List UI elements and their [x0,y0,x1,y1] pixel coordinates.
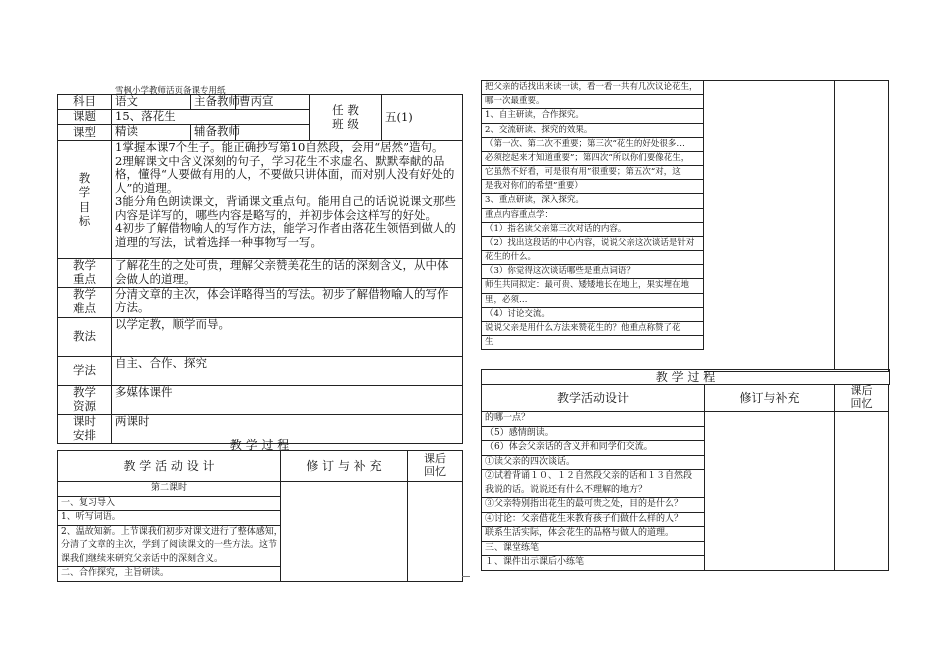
assist-teacher-label: 辅备教师 [191,125,236,141]
text-line: ②试着背诵１０、１２自然段父亲的话和１３自然段 [485,471,693,481]
learn-label: 学法 [58,356,112,385]
right-revision-column [704,80,889,372]
method-content: 以学定教，顺学而导。 [112,317,463,356]
time-content: 两课时 [112,414,463,443]
text-line: 它虽然不好看，可是很有用”很重要；第五次“对，这 [482,166,704,180]
text-line: 把父亲的话找出来读一读，看一看一共有几次议论花生， [482,81,704,95]
text-line: 2、交流研读、探究的效果。 [482,123,704,137]
method-label: 教法 [58,317,112,356]
right-process-title: 教 学 过 程 [481,369,890,385]
lesson-line: 课我们继续来研究父亲话中的深刻含义。 [58,553,280,568]
lesson-info-table [57,94,463,444]
goal-item: 2理解课文中含义深刻的句子，学习花生不求虚名、默默奉献的品格，懂得“人要做有用的人，不要做只讲体面，而对别人没有好处的人”的道理。 [115,153,455,195]
activity-design-header: 教学活动设计 [482,385,705,412]
subject-label: 科目 [58,95,112,110]
goal-item: 4初步了解借物喻人的写作方法，能学习作者由落花生领悟到做人的道理的写法，试着选择一种事物写一写。 [115,221,456,249]
text-line: 联系生活实际，体会花生的品格与做人的道理。 [482,527,704,542]
resource-content: 多媒体课件 [112,385,463,414]
left-process-table [57,450,463,582]
goals-content [112,141,463,259]
text-line: 3、重点研读，深入探究。 [482,194,704,208]
key-content: 了解花生的之处可贵，理解父亲赞美花生的话的深刻含义，从中体会做人的道理。 [112,259,463,288]
text-line: （5）感情朗读。 [482,427,704,442]
resource-label: 教学资源 [58,385,112,414]
right-process-table [481,384,889,571]
class-value: 五(1) [382,95,463,141]
text-line: （3）你觉得这次谈话哪些是重点词语？ [482,265,704,279]
text-line: 生 [482,336,704,350]
revision-content [281,482,408,582]
text-line: 必须挖起来才知道重要”；第四次“所以你们要像花生， [482,151,704,165]
goal-item: 3能分角色朗读课文，背诵课文重点句。能用自己的话说说课文那些内容是详写的，哪些内容是略写的，并初步体会这样写的好处。 [115,194,456,222]
revision-content [705,412,835,571]
subject-value: 语文 [112,95,191,110]
page-header-title: 雪枫小学教师活页备课专用纸 [115,86,226,96]
lesson-line: 2、温故知新。上节课我们初步对课文进行了整体感知， [61,526,283,537]
text-line: 里，必须… [482,293,704,307]
reflection-header: 课后 回忆 [835,385,889,412]
text-line: 说说父亲是用什么方法来赞花生的？他重点称赞了花 [482,321,704,335]
text-line: ③父亲特别指出花生的最可贵之处，目的是什么？ [482,498,704,513]
reflection-content [408,482,463,582]
divider [462,576,470,577]
text-line: 三、课堂练笔 [482,542,704,557]
text-line: （6）体会父亲话的含义并和同学们交流。 [482,441,704,456]
text-line: 师生共同拟定：最可贵、矮矮地长在地上，果实埋在地 [482,279,704,293]
lesson-line: 一、复习导入 [58,497,280,512]
class-label: 任 教 班 级 [310,95,382,141]
topic-value: 15、落花生 [112,110,310,125]
text-line: （4）讨论交流。 [482,307,704,321]
lesson-line: 分清了文章的主次，学到了阅读课文的一些方法。这节 [61,540,278,550]
reflection-header: 课后 回忆 [408,451,463,482]
topic-label: 课题 [58,110,112,125]
text-line: （2）找出这段话的中心内容，说说父亲这次谈话是针对 [482,236,704,250]
text-line: 哪一次最重要。 [482,95,704,109]
goal-item: 1掌握本课7个生子。能正确抄写第10自然段，会用“居然”造句。 [115,140,444,154]
text-line: （1）指名读父亲第三次对话的内容。 [482,222,704,236]
type-label: 课型 [58,125,112,141]
lesson-line: 二、合作探究，主旨研读。 [61,568,170,578]
main-teacher-value: 曹丙宣 [236,95,310,110]
text-line: 花生的什么。 [482,251,704,265]
text-line: （第一次、第二次不重要；第三次“花生的好处很多… [482,137,704,151]
activity-design-header: 教 学 活 动 设 计 [58,451,281,482]
revision-header: 修订与补充 [705,385,835,412]
type-value: 精读 [112,125,191,141]
text-line: 1、自主研读，合作探究。 [482,109,704,123]
activity-content [58,482,281,582]
text-line: ①读父亲的四次谈话。 [482,456,704,471]
goals-label: 教学目标 [58,141,112,259]
text-line: 我说的话。说说还有什么不理解的地方？ [482,484,704,499]
right-reflection-divider [834,80,835,370]
text-line: 重点内容重点学： [482,208,704,222]
time-label: 课时安排 [58,414,112,443]
text-line: １、课件出示课后小练笔 [485,557,585,567]
assist-teacher-value [236,125,310,141]
revision-header: 修 订 与 补 充 [281,451,408,482]
key-label: 教学重点 [58,259,112,288]
lesson-line: 第二课时 [58,482,280,497]
difficulty-label: 教学难点 [58,287,112,317]
lesson-line: 1、听写词语。 [58,511,280,526]
text-line: ④讨论：父亲借花生来教育孩子们做什么样的人？ [482,513,704,528]
difficulty-content: 分清文章的主次，体会详略得当的写法。初步了解借物喻人的写作方法。 [112,287,463,317]
left-process-title: 教 学 过 程 [229,438,290,452]
learn-content: 自主、合作、探究 [112,356,463,385]
text-line: 是我对你们的希望”重要） [482,180,704,194]
reflection-content [835,412,889,571]
text-line: 的哪一点？ [482,412,704,427]
main-teacher-label: 主备教师 [191,95,236,110]
right-continuation-table [481,80,704,350]
activity-content [482,412,705,571]
